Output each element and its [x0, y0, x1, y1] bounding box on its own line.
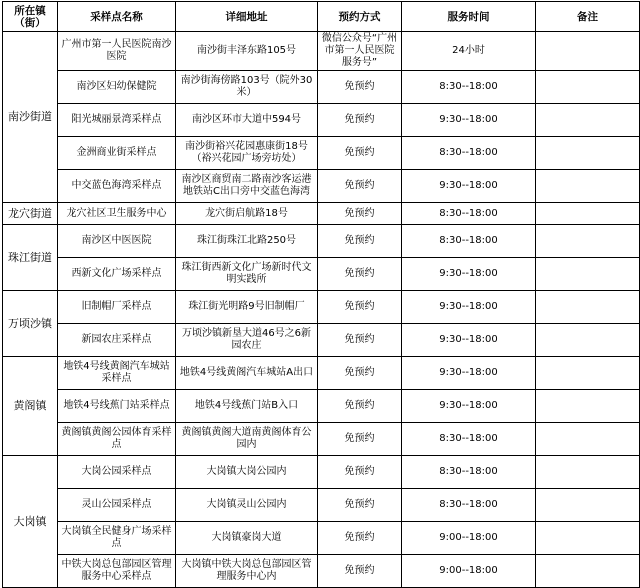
- table-row: [3, 32, 640, 71]
- address-cell: 龙穴街启航路18号: [176, 203, 318, 225]
- site-cell: 地铁4号线黄阁汽车城站采样点: [58, 357, 176, 390]
- table-row: [3, 291, 640, 324]
- booking-cell: 免预约: [318, 555, 402, 588]
- header-hours: 服务时间: [402, 2, 536, 32]
- address-cell: 珠江街光明路9号旧制帽厂: [176, 291, 318, 324]
- site-cell: 黄阁镇黄阁公园体育采样点: [58, 423, 176, 456]
- booking-cell: 免预约: [318, 456, 402, 489]
- booking-cell: 免预约: [318, 390, 402, 423]
- site-cell: 广州市第一人民医院南沙医院: [58, 32, 176, 71]
- notes-cell: [536, 555, 640, 588]
- notes-cell: [536, 390, 640, 423]
- address-cell: 南沙区商贸南二路南沙客运港地铁站C出口旁中交蓝色海湾: [176, 170, 318, 203]
- notes-cell: [536, 357, 640, 390]
- street-cell: 万顷沙镇: [3, 291, 58, 357]
- booking-cell: 免预约: [318, 203, 402, 225]
- hours-cell: 9:30--18:00: [402, 170, 536, 203]
- header-site: 采样点名称: [58, 2, 176, 32]
- booking-cell: 免预约: [318, 522, 402, 555]
- hours-cell: 8:30--18:00: [402, 203, 536, 225]
- site-cell: 金洲商业街采样点: [58, 137, 176, 170]
- hours-cell: 24小时: [402, 32, 536, 71]
- site-cell: 阳光城丽景湾采样点: [58, 104, 176, 137]
- address-cell: 南沙区环市大道中594号: [176, 104, 318, 137]
- table-row: [3, 522, 640, 555]
- notes-cell: [536, 258, 640, 291]
- hours-cell: 9:00--18:00: [402, 555, 536, 588]
- street-cell: 龙穴街道: [3, 203, 58, 225]
- site-cell: 新园农庄采样点: [58, 324, 176, 357]
- table-row: [3, 225, 640, 258]
- table-row: [3, 390, 640, 423]
- notes-cell: [536, 324, 640, 357]
- booking-cell: 免预约: [318, 225, 402, 258]
- hours-cell: 9:30--18:00: [402, 258, 536, 291]
- table-row: [3, 423, 640, 456]
- table-row: [3, 489, 640, 522]
- header-booking: 预约方式: [318, 2, 402, 32]
- booking-cell: 免预约: [318, 104, 402, 137]
- table-row: [3, 357, 640, 390]
- site-cell: 西新文化广场采样点: [58, 258, 176, 291]
- site-cell: 龙穴社区卫生服务中心: [58, 203, 176, 225]
- booking-cell: 免预约: [318, 137, 402, 170]
- table-row: [3, 555, 640, 588]
- header-notes: 备注: [536, 2, 640, 32]
- booking-cell: 免预约: [318, 291, 402, 324]
- street-cell: 南沙街道: [3, 32, 58, 203]
- address-cell: 大岗镇灵山公园内: [176, 489, 318, 522]
- address-cell: 大岗镇豪岗大道: [176, 522, 318, 555]
- notes-cell: [536, 522, 640, 555]
- address-cell: 地铁4号线黄阁汽车城站A出口: [176, 357, 318, 390]
- site-cell: 大岗公园采样点: [58, 456, 176, 489]
- table-row: [3, 456, 640, 489]
- address-cell: 南沙街丰泽东路105号: [176, 32, 318, 71]
- site-cell: 南沙区中医医院: [58, 225, 176, 258]
- table-row: [3, 170, 640, 203]
- site-cell: 中铁大岗总包部园区管理服务中心采样点: [58, 555, 176, 588]
- notes-cell: [536, 203, 640, 225]
- street-cell: 珠江街道: [3, 225, 58, 291]
- site-cell: 地铁4号线蕉门站采样点: [58, 390, 176, 423]
- table-row: [3, 324, 640, 357]
- site-cell: 大岗镇全民健身广场采样点: [58, 522, 176, 555]
- hours-cell: 8:30--18:00: [402, 71, 536, 104]
- address-cell: 地铁4号线蕉门站B入口: [176, 390, 318, 423]
- table-row: [3, 137, 640, 170]
- address-cell: 珠江街珠江北路250号: [176, 225, 318, 258]
- site-cell: 旧制帽厂采样点: [58, 291, 176, 324]
- hours-cell: 9:30--18:00: [402, 324, 536, 357]
- booking-cell: 免预约: [318, 324, 402, 357]
- hours-cell: 9:30--18:00: [402, 291, 536, 324]
- header-street: 所在镇（街）: [3, 2, 58, 32]
- table-row: [3, 104, 640, 137]
- hours-cell: 8:30--18:00: [402, 137, 536, 170]
- address-cell: 黄阁镇黄阁大道南黄阁体育公园内: [176, 423, 318, 456]
- hours-cell: 8:30--18:00: [402, 489, 536, 522]
- header-row: [3, 2, 640, 32]
- hours-cell: 9:30--18:00: [402, 390, 536, 423]
- notes-cell: [536, 71, 640, 104]
- booking-cell: 免预约: [318, 357, 402, 390]
- notes-cell: [536, 170, 640, 203]
- address-cell: 南沙街海傍路103号（院外30米）: [176, 71, 318, 104]
- sampling-sites-table: [2, 1, 640, 588]
- address-cell: 大岗镇大岗公园内: [176, 456, 318, 489]
- hours-cell: 8:30--18:00: [402, 456, 536, 489]
- hours-cell: 9:30--18:00: [402, 357, 536, 390]
- notes-cell: [536, 104, 640, 137]
- hours-cell: 8:30--18:00: [402, 225, 536, 258]
- table-row: [3, 258, 640, 291]
- booking-cell: 免预约: [318, 258, 402, 291]
- notes-cell: [536, 225, 640, 258]
- hours-cell: 9:00--18:00: [402, 522, 536, 555]
- site-cell: 南沙区妇幼保健院: [58, 71, 176, 104]
- booking-cell: 免预约: [318, 423, 402, 456]
- address-cell: 万顷沙镇新垦大道46号之6新园农庄: [176, 324, 318, 357]
- address-cell: 大岗镇中铁大岗总包部园区管理服务中心内: [176, 555, 318, 588]
- hours-cell: 9:30--18:00: [402, 104, 536, 137]
- booking-cell: 免预约: [318, 71, 402, 104]
- street-cell: 大岗镇: [3, 456, 58, 588]
- notes-cell: [536, 137, 640, 170]
- booking-cell: 免预约: [318, 170, 402, 203]
- street-cell: 黄阁镇: [3, 357, 58, 456]
- address-cell: 珠江街西新文化广场新时代文明实践所: [176, 258, 318, 291]
- address-cell: 南沙街裕兴花园惠康街18号（裕兴花园广场旁坊处）: [176, 137, 318, 170]
- notes-cell: [536, 456, 640, 489]
- table-row: [3, 203, 640, 225]
- booking-cell: 微信公众号“广州市第一人民医院服务号”: [318, 32, 402, 71]
- hours-cell: 8:30--18:00: [402, 423, 536, 456]
- booking-cell: 免预约: [318, 489, 402, 522]
- notes-cell: [536, 291, 640, 324]
- notes-cell: [536, 489, 640, 522]
- site-cell: 中交蓝色海湾采样点: [58, 170, 176, 203]
- site-cell: 灵山公园采样点: [58, 489, 176, 522]
- header-address: 详细地址: [176, 2, 318, 32]
- notes-cell: [536, 423, 640, 456]
- notes-cell: [536, 32, 640, 71]
- table-row: [3, 71, 640, 104]
